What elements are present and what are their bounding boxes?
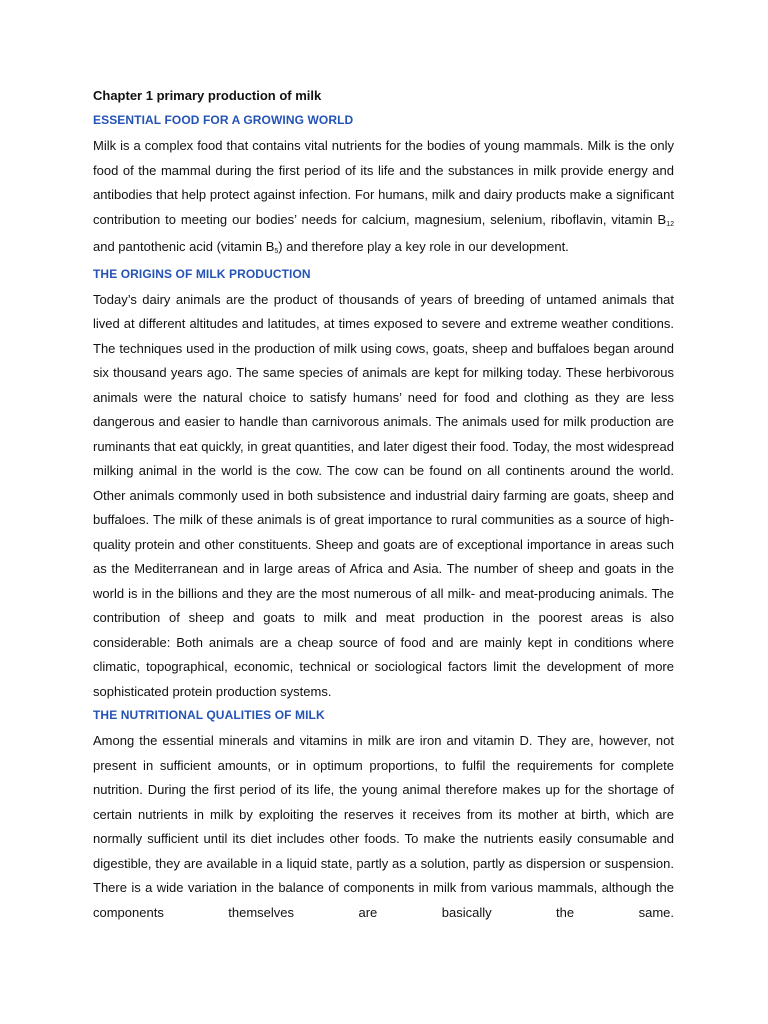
- paragraph-text: Milk is a complex food that contains vital nutrients for the bodies of young mammals. Milk is the only food of the mammal during the first period of its life and the substances in milk provide energy and antibodies that help protect against infection. For humans, milk and dairy products make a significant contribution to meeting our bodies’ needs for calcium, magnesium, selenium, riboflavin, vitamin B: [93, 138, 674, 227]
- subscript-12: 12: [666, 220, 674, 228]
- paragraph-origins: Today’s dairy animals are the product of thousands of years of breeding of untamed animals that lived at different altitudes and latitudes, at times exposed to severe and extreme weather conditions. The techniques used in the production of milk using cows, goats, sheep and buffaloes began around six thousand years ago. The same species of animals are kept for milking today. These herbivorous animals were the natural choice to satisfy humans’ need for food and clothing as they are less dangerous and easier to handle than carnivorous animals. The animals used for milk production are ruminants that eat quickly, in great quantities, and later digest their food. Today, the most widespread milking animal in the world is the cow. The cow can be found on all continents around the world. Other animals commonly used in both subsistence and industrial dairy farming are goats, sheep and buffaloes. The milk of these animals is of great importance to rural communities as a source of high-quality protein and other constituents. Sheep and goats are of exceptional importance in areas such as the Mediterranean and in large areas of Africa and Asia. The number of sheep and goats in the world is in the billions and they are the most numerous of all milk- and meat-producing animals. The contribution of sheep and goats to milk and meat production in the poorest areas is also considerable: Both animals are a cheap source of food and are mainly kept in conditions where climatic, topographical, economic, technical or sociological factors limit the development of more sophisticated protein production systems.: [93, 291, 674, 699]
- document-page: [93, 86, 674, 926]
- section-heading-essential-food: ESSENTIAL FOOD FOR A GROWING WORLD: [93, 113, 354, 127]
- paragraph-text: and pantothenic acid (vitamin B: [93, 239, 275, 254]
- subscript-5: 5: [274, 248, 279, 255]
- paragraph-essential-food: [93, 134, 674, 263]
- section-heading-nutritional-qualities: THE NUTRITIONAL QUALITIES OF MILK: [93, 708, 325, 722]
- section-heading-origins: THE ORIGINS OF MILK PRODUCTION: [93, 266, 311, 281]
- paragraph-text: ) and therefore play a key role in our development.: [278, 239, 569, 254]
- chapter-title: Chapter 1 primary production of milk: [93, 88, 322, 103]
- paragraph-nutritional-qualities: Among the essential minerals and vitamins in milk are iron and vitamin D. They are, however, not present in sufficient amounts, or in optimum proportions, to fulfil the requirements for complete nutrition. During the first period of its life, the young animal therefore makes up for the shortage of certain nutrients in milk by exploiting the reserves it receives from its mother at birth, which are normally sufficient until its diet includes other foods. To make the nutrients easily consumable and digestible, they are available in a liquid state, partly as a solution, partly as dispersion or suspension. There is a wide variation in the balance of components in milk from various mammals, although the components themselves are basically the same.: [93, 733, 674, 920]
